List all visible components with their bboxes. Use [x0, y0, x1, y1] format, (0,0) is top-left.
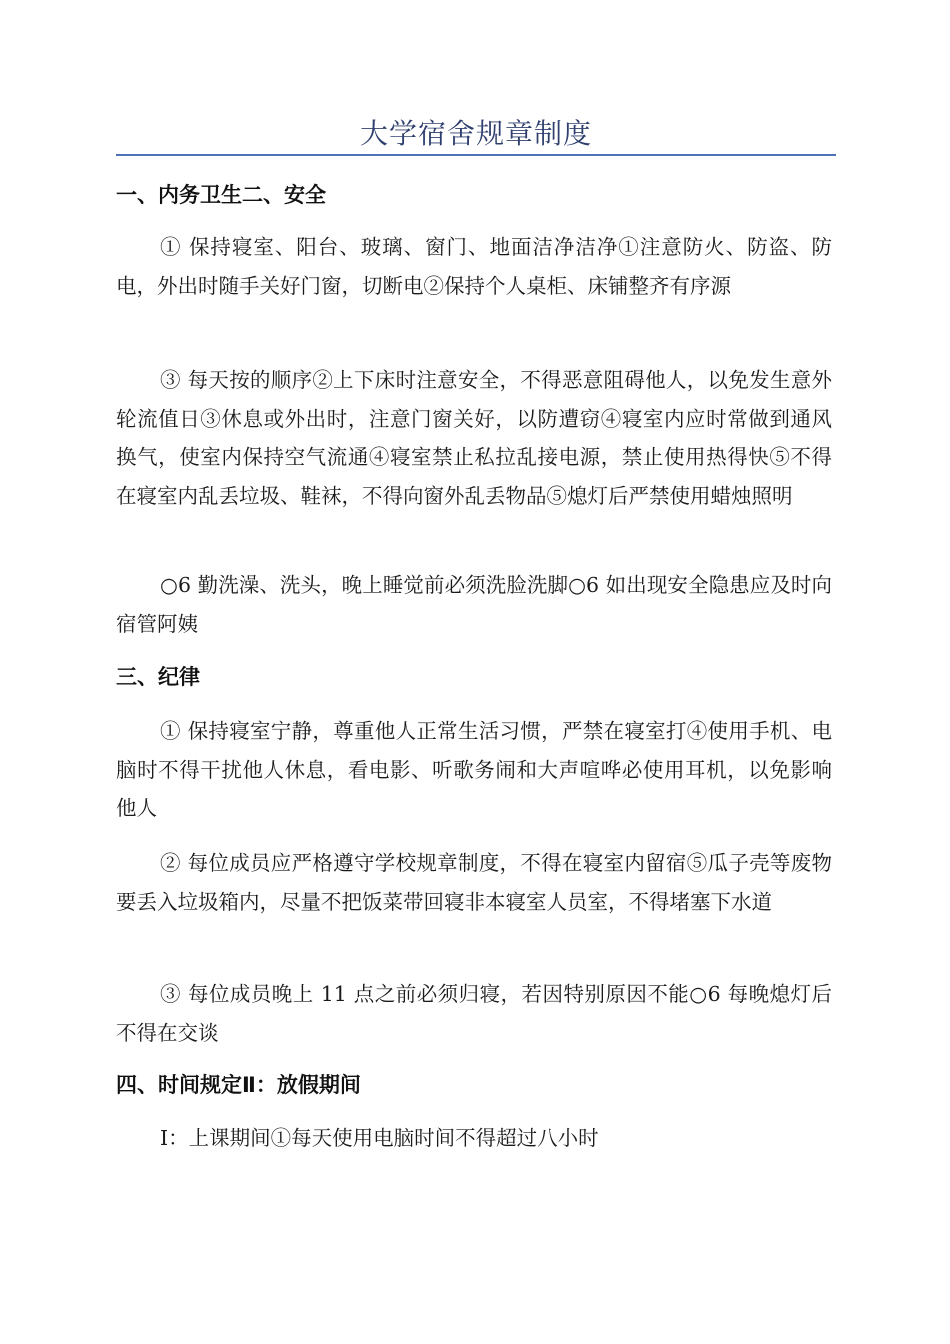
paragraph-discipline-3: ③ 每位成员晚上 11 点之前必须归寝，若因特别原因不能○6 每晚熄灯后不得在交谈 [116, 982, 832, 1045]
section-heading-discipline: 三、纪律 [116, 665, 200, 689]
title-divider [116, 154, 836, 156]
paragraph-discipline-2: ② 每位成员应严格遵守学校规章制度，不得在寝室内留宿⑤瓜子壳等废物要丢入垃圾箱内，尽量不把饭菜带回寝非本寝室人员室，不得堵塞下水道 [116, 851, 832, 914]
document-title: 大学宿舍规章制度 [359, 117, 592, 150]
paragraph-time-1: Ⅰ：上课期间①每天使用电脑时间不得超过八小时 [160, 1126, 599, 1150]
paragraph-hygiene-2: ③ 每天按的顺序②上下床时注意安全，不得恶意阻碍他人，以免发生意外轮流值日③休息或外出时，注意门窗关好，以防遭窃④寝室内应时常做到通风换气，使室内保持空气流通④寝室禁止私拉乱接电源，禁止使用热得快⑤不得在寝室内乱丢垃圾、鞋袜，不得向窗外乱丢物品⑤熄灯后严禁使用蜡烛照明 [116, 368, 832, 508]
section-heading-hygiene-safety: 一、内务卫生二、安全 [116, 183, 326, 207]
section-heading-time-rules: 四、时间规定Ⅱ：放假期间 [116, 1073, 361, 1097]
paragraph-discipline-1: ① 保持寝室宁静，尊重他人正常生活习惯，严禁在寝室打④使用手机、电脑时不得干扰他人休息，看电影、听歌务闹和大声喧哗必使用耳机，以免影响他人 [116, 719, 832, 820]
paragraph-hygiene-3: ○6 勤洗澡、洗头，晚上睡觉前必须洗脸洗脚○6 如出现安全隐患应及时向宿管阿姨 [116, 573, 832, 636]
paragraph-hygiene-1: ① 保持寝室、阳台、玻璃、窗门、地面洁净洁净①注意防火、防盗、防电，外出时随手关好门窗，切断电②保持个人桌柜、床铺整齐有序源 [116, 235, 832, 298]
